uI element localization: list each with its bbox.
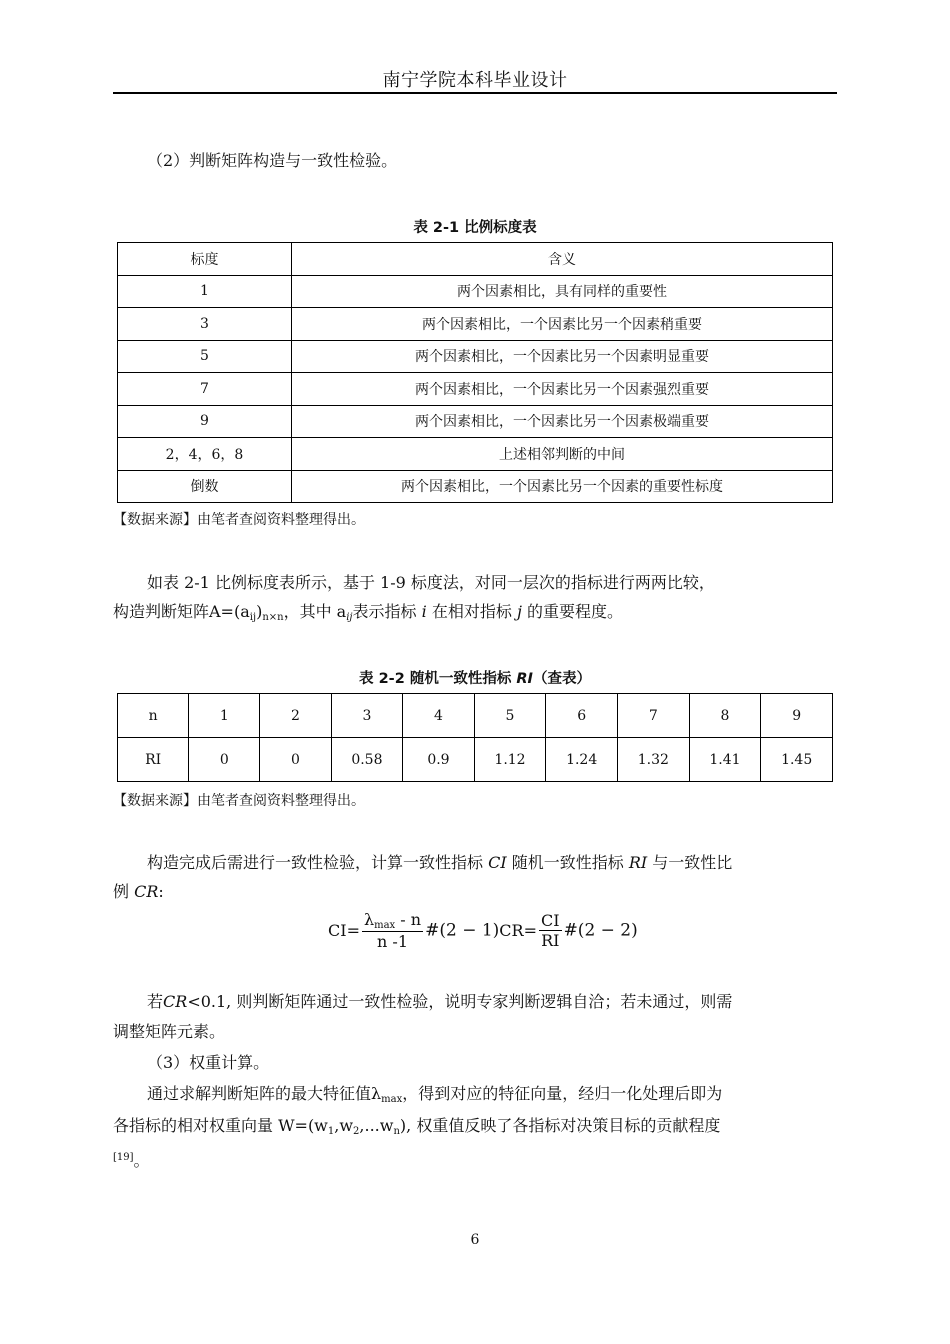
table-cell: 3 [331,694,403,738]
paragraph-3-line-1 [147,988,732,1016]
table-cell: 8 [689,694,761,738]
page-number: 6 [470,1232,480,1248]
page-header-title: 南宁学院本科毕业设计 [382,70,568,91]
table-row [118,438,833,471]
table-cell: 6 [546,694,618,738]
table-cell: RI [118,738,189,782]
equals-sign: = [523,921,537,940]
subscript: max [374,920,396,931]
text-run: （查表） [532,671,591,687]
table-row [118,373,833,406]
table-cell: 7 [118,373,292,406]
paragraph-2-line-1 [147,849,732,877]
table-cell: 0.9 [403,738,474,782]
text-run: ，得到对应的特征向量，经归一化处理后即为 [402,1084,723,1103]
variable-cr: CR [163,992,188,1011]
text-run: 随机一致性指标 [506,853,629,872]
text-run: 构造判断矩阵A= [113,602,234,621]
ci-denominator: n -1 [377,932,409,951]
text-run: ), 权重值反映了各指标对决策目标的贡献程度 [399,1116,721,1135]
matrix-dimension: n×n [262,612,284,623]
text-run: 各指标的相对权重向量 W=(w [113,1116,328,1135]
text-run: 的重要程度。 [521,602,624,621]
formula-ci-lhs: CI [328,921,347,940]
table-cell: 5 [474,694,546,738]
table-cell: 1.45 [761,738,833,782]
text-run: ,...w [359,1116,394,1135]
text-run: 表示指标 [352,602,422,621]
subscript: ij [249,612,257,623]
table-cell: 0 [189,738,260,782]
table2-source-note: 【数据来源】由笔者查阅资料整理得出。 [113,793,365,809]
subscript: ij [346,612,353,623]
text-run: RI [516,671,533,687]
equals-sign: = [346,921,360,940]
text-run: 构造完成后需进行一致性检验，计算一致性指标 [147,853,489,872]
section-2-title: （2）判断矩阵构造与一致性检验。 [147,151,398,170]
text-run: <0.1, 则判断矩阵通过一致性检验，说明专家判断逻辑自洽；若未通过，则需 [187,992,733,1011]
subscript: max [381,1094,403,1105]
table-cell: 9 [118,405,292,438]
text-run: - n [395,910,422,929]
table-row [118,308,833,341]
table-row [118,738,833,782]
table-row [118,340,833,373]
variable-i: i [421,602,427,621]
table-cell: 两个因素相比，一个因素比另一个因素的重要性标度 [292,470,833,503]
text-run: 表 2-2 随机一致性指标 [359,671,517,687]
variable-cr: CR [134,882,159,901]
table-cell: n [118,694,189,738]
paragraph-3-line-2: 调整矩阵元素。 [113,1022,226,1041]
table2-caption [113,667,837,688]
table-cell: 1.32 [617,738,689,782]
text-run: ,w [334,1116,354,1135]
lambda-symbol: λ [371,1084,382,1103]
formula-cr-lhs: CR [499,921,524,940]
table-row [118,694,833,738]
table-row [118,275,833,308]
paragraph-4-line-3 [113,1144,150,1175]
text-run: 。 [133,1151,150,1170]
table-cell: 0.58 [331,738,403,782]
table-cell: 4 [403,694,474,738]
table-cell: 两个因素相比，一个因素比另一个因素明显重要 [292,340,833,373]
table-cell: 7 [617,694,689,738]
table-cell: 两个因素相比，一个因素比另一个因素强烈重要 [292,373,833,406]
text-run: 若 [147,992,164,1011]
table-cell: 0 [260,738,331,782]
section-3-title: （3）权重计算。 [147,1053,270,1072]
table-cell: 2 [260,694,331,738]
table-cell: 3 [118,308,292,341]
table-header-row [118,243,833,276]
equation-tag: #(2 − 1) [425,920,500,941]
paragraph-4-line-2 [113,1112,720,1146]
text-run: 例 [113,882,135,901]
table-cell: 1.24 [546,738,618,782]
header-rule [113,92,837,94]
scale-table [117,242,833,503]
ci-fraction [362,910,423,951]
table-cell: 5 [118,340,292,373]
cr-denominator: RI [541,931,560,950]
subscript: 1 [327,1126,335,1137]
table-cell: 1 [189,694,260,738]
citation-reference: [19] [113,1152,134,1163]
table-header-cell: 含义 [292,243,833,276]
table1-source-note: 【数据来源】由笔者查阅资料整理得出。 [113,512,365,528]
table-cell: 1.41 [689,738,761,782]
text-run: 在相对指标 [426,602,517,621]
subscript: n [393,1126,400,1137]
table-row [118,470,833,503]
text-run: ，其中 a [283,602,347,621]
variable-ri: RI [628,853,648,872]
lambda-symbol: λ [363,910,375,929]
text-run: 与一致性比 [647,853,733,872]
ri-table [117,693,833,782]
variable-ci: CI [488,853,507,872]
table-cell: 1 [118,275,292,308]
table-cell: 两个因素相比，一个因素比另一个因素稍重要 [292,308,833,341]
table-cell: 1.12 [474,738,546,782]
table-cell: 上述相邻判断的中间 [292,438,833,471]
text-run: : [158,882,164,901]
subscript: 2 [353,1126,360,1137]
table-row [118,405,833,438]
table-cell: 两个因素相比，一个因素比另一个因素极端重要 [292,405,833,438]
text-run: 通过求解判断矩阵的最大特征值 [147,1084,372,1103]
table-header-cell: 标度 [118,243,292,276]
paragraph-2-line-2 [113,878,164,906]
table1-caption: 表 2-1 比例标度表 [413,220,537,236]
variable-j: j [516,602,522,621]
paragraph-4-line-1 [147,1080,722,1114]
cr-numerator: CI [541,911,560,930]
table-cell: 9 [761,694,833,738]
paragraph-1-line-2: 构造判断矩阵$A=(a_{ij})_{n\times n}$，其中 $a_{ij}$表示指标 i 在相对指标 j 的重要程度。 [113,602,624,623]
equation-tag: #(2 − 2) [563,920,638,941]
formula-ci-cr [328,910,638,951]
table-cell: 两个因素相比，具有同样的重要性 [292,275,833,308]
table-cell: 2，4，6，8 [118,438,292,471]
cr-fraction [539,911,562,950]
table-cell: 倒数 [118,470,292,503]
paragraph-1-line-1: 如表 2-1 比例标度表所示，基于 1-9 标度法，对同一层次的指标进行两两比较， [147,573,715,592]
matrix-element: a [240,602,250,621]
